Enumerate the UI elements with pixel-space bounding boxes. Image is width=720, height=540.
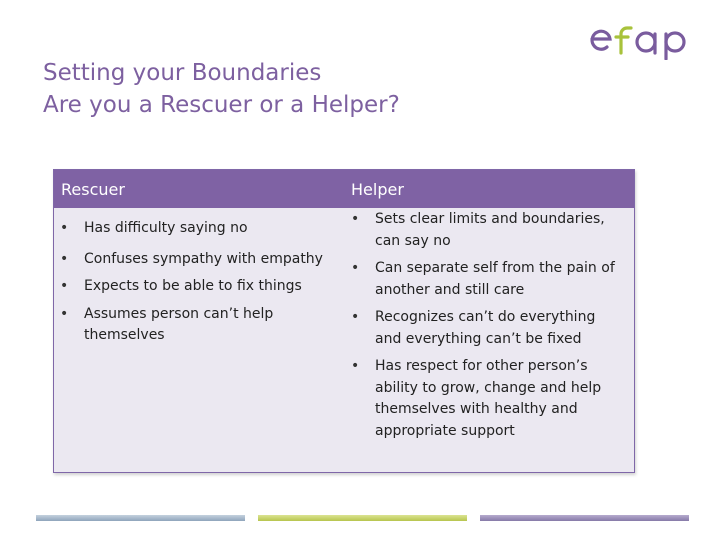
helper-item: • Sets clear limits and boundaries, can say no xyxy=(345,209,625,252)
rescuer-item: • Expects to be able to fix things xyxy=(54,276,344,298)
rescuer-item: • Confuses sympathy with empathy xyxy=(54,249,344,271)
helper-list xyxy=(345,207,625,442)
footer-bar-green xyxy=(258,515,467,521)
comparison-table xyxy=(53,169,635,473)
table-header-row xyxy=(54,170,634,208)
title-line-2: Are you a Rescuer or a Helper? xyxy=(43,92,400,118)
footer-bar-purple xyxy=(480,515,689,521)
helper-item: • Recognizes can’t do everything and everything can’t be fixed xyxy=(345,307,625,350)
helper-item: • Has respect for other person’s ability to grow, change and help themselves with healthy and appropriate support xyxy=(345,356,625,442)
footer-bar-blue xyxy=(36,515,245,521)
title-line-1: Setting your Boundaries xyxy=(43,60,322,86)
header-helper: Helper xyxy=(351,180,404,199)
rescuer-item: • Has difficulty saying no xyxy=(54,218,344,240)
efap-logo xyxy=(588,22,692,60)
rescuer-item: • Assumes person can’t help themselves xyxy=(54,304,344,347)
rescuer-list xyxy=(54,207,344,347)
page-title xyxy=(43,57,400,121)
helper-item: • Can separate self from the pain of another and still care xyxy=(345,258,625,301)
header-rescuer: Rescuer xyxy=(61,180,125,199)
